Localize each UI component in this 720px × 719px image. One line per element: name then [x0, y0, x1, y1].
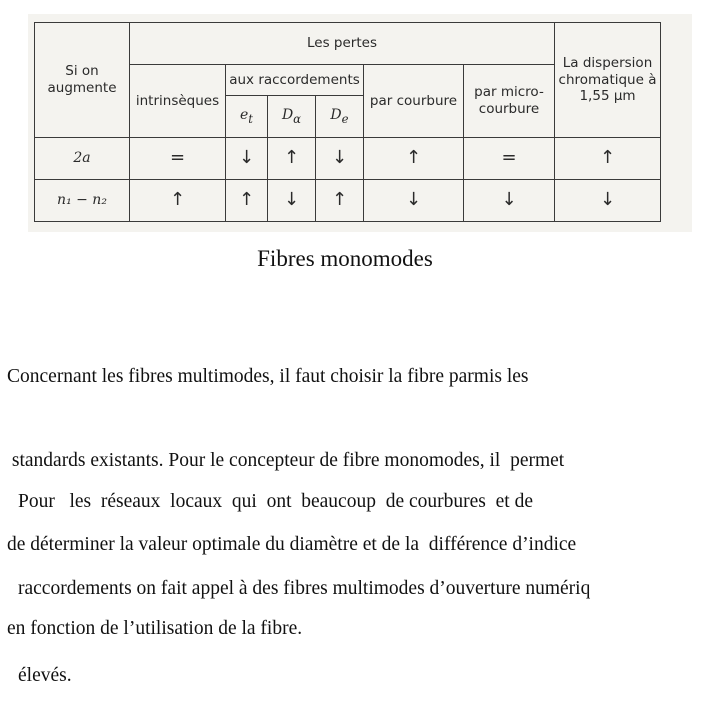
row-label: n₁ − n₂	[35, 179, 130, 221]
cell: =	[130, 137, 226, 179]
cell: ↑	[364, 137, 464, 179]
header-et: $e_t$	[226, 95, 268, 137]
cell: ↑	[268, 137, 316, 179]
header-d-alpha: $D_\alpha$	[268, 95, 316, 137]
row-label: 2a	[35, 137, 130, 179]
text-line: Concernant les fibres multimodes, il faut choisir la fibre parmis les	[7, 366, 529, 387]
cell: =	[464, 137, 555, 179]
text-line: élevés.	[18, 665, 72, 686]
cell: ↓	[226, 137, 268, 179]
header-par-microcourbure: par micro-courbure	[464, 65, 555, 138]
table-row-n1-n2	[35, 179, 661, 221]
header-par-courbure: par courbure	[364, 65, 464, 138]
fiber-losses-table	[34, 22, 661, 222]
header-intrinseques: intrinsèques	[130, 65, 226, 138]
text-line: standards existants. Pour le concepteur de fibre monomodes, il permet	[7, 450, 565, 471]
cell: ↑	[316, 179, 364, 221]
header-les-pertes: Les pertes	[130, 23, 555, 65]
text-line: en fonction de l’utilisation de la fibre.	[7, 618, 303, 639]
header-aux-raccordements: aux raccordements	[226, 65, 364, 96]
paragraph-reseaux-locaux	[18, 429, 720, 719]
cell: ↓	[464, 179, 555, 221]
text-line: raccordements on fait appel à des fibres multimodes d’ouverture numériq	[18, 578, 591, 599]
cell: ↑	[226, 179, 268, 221]
header-d-e: $D_e$	[316, 95, 364, 137]
cell: ↓	[316, 137, 364, 179]
cell: ↓	[364, 179, 464, 221]
table-row-2a	[35, 137, 661, 179]
cell: ↑	[130, 179, 226, 221]
header-si-on-augmente: Si on augmente	[35, 23, 130, 138]
cell: ↑	[555, 137, 661, 179]
caption-fibres-monomodes: Fibres monomodes	[257, 246, 433, 271]
text-line: Pour les réseaux locaux qui ont beaucoup de courbures et de	[18, 491, 533, 512]
header-dispersion: La dispersion chromatique à 1,55 µm	[555, 23, 661, 138]
cell: ↓	[555, 179, 661, 221]
text-line: de déterminer la valeur optimale du diamètre et de la différence d’indice	[7, 534, 577, 555]
cell: ↓	[268, 179, 316, 221]
